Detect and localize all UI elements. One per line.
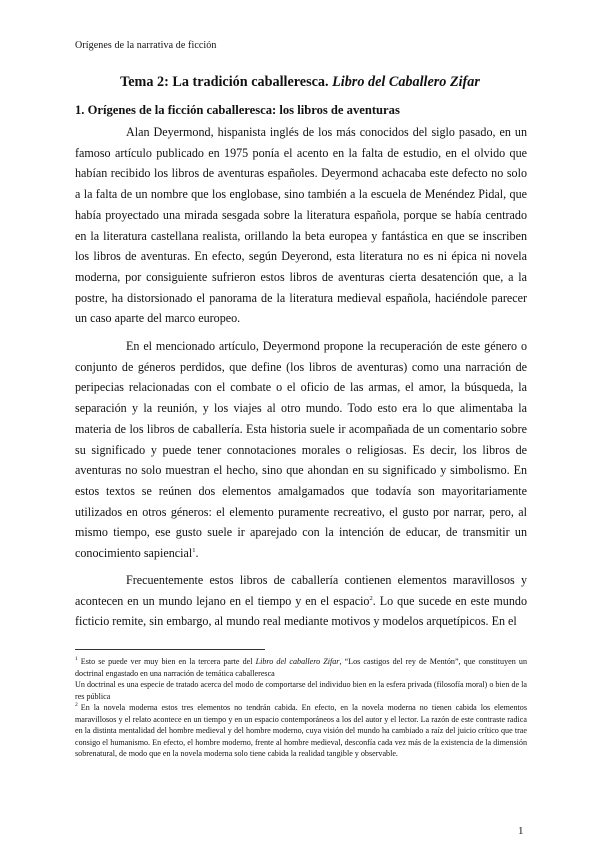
footnote-1-italic: Libro del caballero Zifar: [255, 657, 340, 666]
footnotes: [75, 656, 527, 760]
footnote-1-text-a: Esto se puede ver muy bien en la tercera parte del: [80, 657, 256, 666]
paragraph-3-text-a: Frecuentemente estos libros de caballería contienen elementos maravillosos y acontecen en un mundo lejano en el tiempo y en el espacio: [75, 573, 527, 608]
footnote-2-number: 2: [75, 702, 78, 709]
paragraph-3: [75, 570, 527, 632]
footnote-1: [75, 656, 527, 679]
footnote-divider: [75, 649, 265, 650]
page-number: 1: [518, 825, 524, 837]
footnote-ref-2[interactable]: 2: [369, 594, 373, 602]
paragraph-2: [75, 336, 527, 564]
running-header: Orígenes de la narrativa de ficción: [75, 40, 217, 51]
page-title: [0, 74, 600, 91]
paragraph-2-text: En el mencionado artículo, Deyermond propone la recuperación de este género o conjunto de géneros perdidos, que define (los libros de aventuras) como una narración de peripecias relacionadas con el combate o el oficio de las armas, el amor, la búsqueda, la separación y la reunión, y los viajes al otro mundo. Todo esto era lo que alimentaba la materia de los libros de caballería. Esta historia suele ir acompañada de un comentario sobre su significado y puede tener connotaciones morales o religiosas. Es decir, los libros de aventuras no solo muestran el hecho, sino que ahondan en su significado y simbolismo. En estos textos se reúnen dos elementos amalgamados que todavía son mayoritariamente utilizados en otros géneros: el elemento puramente recreativo, el gusto por narrar, pero, al mismo tiempo, ese gusto suele ir aparejado con la intención de educar, de transmitir un conocimiento sapiencial: [75, 339, 527, 561]
title-italic: Libro del Caballero Zifar: [332, 74, 480, 90]
footnote-ref-1[interactable]: 1: [192, 547, 196, 554]
title-main: Tema 2: La tradición caballeresca.: [120, 74, 333, 90]
footnote-2-text: En la novela moderna estos tres elementos no tendrán cabida. En efecto, en la novela moderna no tienen cabida los elementos maravillosos y el relato acontece en un tiempo y en un espacio contemporáneos a los del autor y el lector. La razón de este contraste radica en la distinta mentalidad del hombre medieval y del hombre moderno, cuya visión del mundo ha cambiado a raíz del juicio crítico que trae consigo el humanismo. En efecto, el hombre moderno, frente al hombre medieval, desconfía cada vez más de la existencia de la dimensión sobrenatural, de modo que en la novela moderna solo tiene cabida la realidad tangible y observable.: [75, 703, 527, 758]
footnote-2: [75, 702, 527, 760]
paragraph-1: Alan Deyermond, hispanista inglés de los más conocidos del siglo pasado, en un famoso artículo publicado en 1975 ponía el acento en la falta de estudio, en el olvido que habían recibido los libros de aventuras españoles. Deyermond achacaba este defecto no solo a la falta de un nombre que los englobase, sino también a la escuela de Menéndez Pidal, que había proyectado una mirada sesgada sobre la literatura española, porque se había centrado en la literatura castellana realista, orillando la beta europea y fantástica en que se inscriben los libros de aventuras. En efecto, según Deyerond, esta literatura no es ni épica ni novela moderna, por consiguiente sufrieron estos libros de aventuras cierta desatención que, a la postre, ha distorsionado el panorama de la literatura medieval española, haciéndole parecer un caso aparte del marco europeo.: [75, 125, 527, 326]
section-heading: 1. Orígenes de la ficción caballeresca: los libros de aventuras: [75, 103, 400, 117]
paragraph-2-end: .: [195, 546, 199, 561]
footnote-1-continuation: Un doctrinal es una especie de tratado acerca del modo de comportarse del individuo bien en la esfera privada (filosofía moral) o bien de la res pública: [75, 680, 527, 701]
footnote-1-text-b: , “Los castigos del rey de Mentón”, que constituyen un doctrinal engastado en una narración de temática caballeresca: [75, 657, 527, 678]
paragraph-3-text-b: . Lo que sucede en este mundo ficticio remite, sin embargo, al mundo real mediante motivos y modelos arquetípicos. En el: [75, 593, 527, 629]
footnote-1-number: 1: [75, 656, 78, 663]
